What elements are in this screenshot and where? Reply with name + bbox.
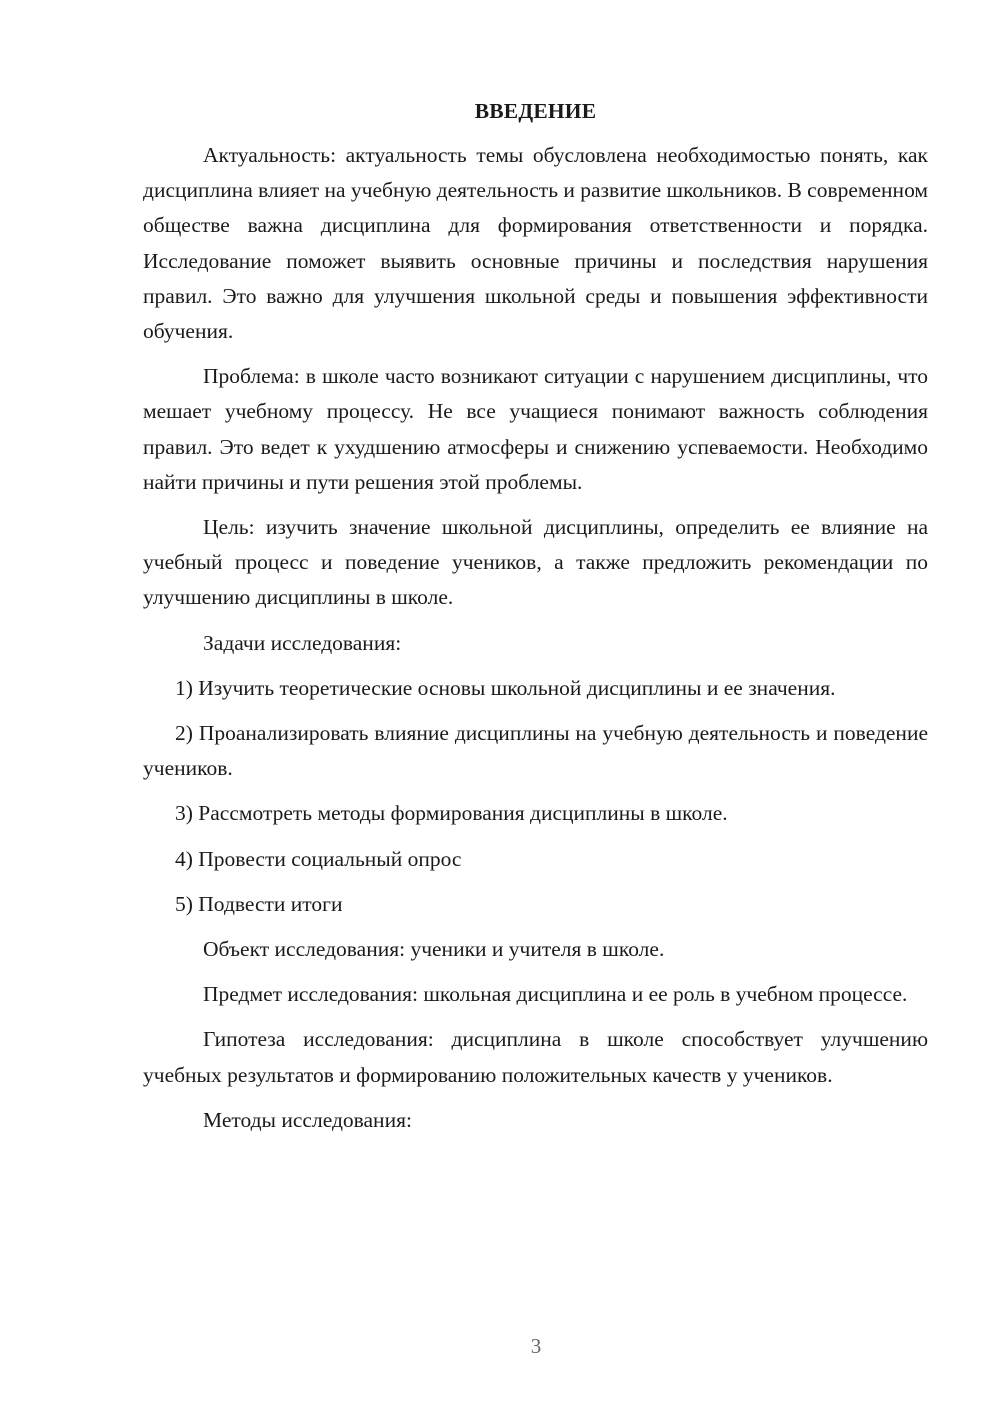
paragraph-relevance: Актуальность: актуальность темы обусловлена необходимостью понять, как дисциплина влияет на учебную деятельность и развитие школьников. В современном обществе важна дисциплина для формирования ответственности и порядка. Исследование поможет выявить основные причины и последствия нарушения правил. Это важно для улучшения школьной среды и повышения эффективности обучения.	[143, 143, 929, 344]
paragraph-subject: Предмет исследования: школьная дисциплина и ее роль в учебном процессе.	[203, 982, 908, 1007]
paragraph-problem: Проблема: в школе часто возникают ситуации с нарушением дисциплины, что мешает учебному процессу. Не все учащиеся понимают важность соблюдения правил. Это ведет к ухудшению атмосферы и снижению успеваемости. Необходимо найти причины и пути решения этой проблемы.	[143, 364, 928, 494]
page-content	[143, 94, 928, 1148]
page-title: ВВЕДЕНИЕ	[474, 99, 597, 123]
page-number: 3	[530, 1334, 542, 1358]
task-item-1: 1) Изучить теоретические основы школьной дисциплины и ее значения.	[175, 675, 836, 700]
paragraph-tasks-heading: Задачи исследования:	[203, 630, 402, 655]
paragraph-methods: Методы исследования:	[203, 1107, 412, 1132]
paragraph-object: Объект исследования: ученики и учителя в школе.	[203, 937, 665, 962]
task-item-5: 5) Подвести итоги	[175, 891, 343, 916]
task-item-2: 2) Проанализировать влияние дисциплины на учебную деятельность и поведение учеников.	[143, 721, 928, 781]
paragraph-goal: Цель: изучить значение школьной дисциплины, определить ее влияние на учебный процесс и поведение учеников, а также предложить рекомендации по улучшению дисциплины в школе.	[143, 515, 928, 610]
task-item-3: 3) Рассмотреть методы формирования дисциплины в школе.	[175, 801, 728, 826]
paragraph-hypothesis: Гипотеза исследования: дисциплина в школе способствует улучшению учебных результатов и формированию положительных качеств у учеников.	[143, 1027, 928, 1087]
task-item-4: 4) Провести социальный опрос	[175, 846, 462, 871]
